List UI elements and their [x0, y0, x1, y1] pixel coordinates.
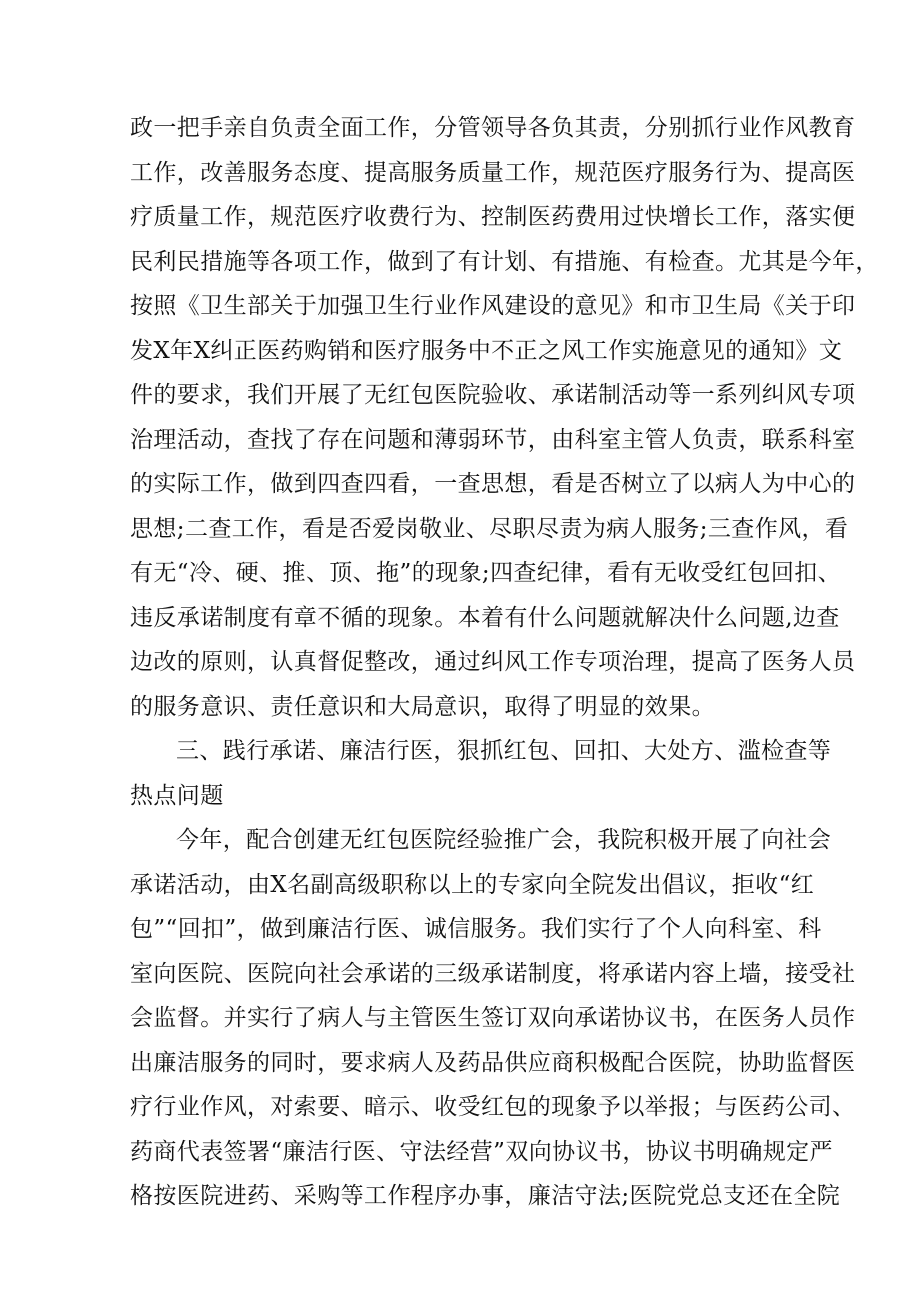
paragraph-continuation — [130, 106, 879, 729]
text-line: 会监督。并实行了病人与主管医生签订双向承诺协议书，在医务人员作 — [130, 1005, 856, 1031]
text-line: 按照《卫生部关于加强卫生行业作风建设的意见》和市卫生局《关于印 — [130, 293, 856, 319]
text-line: 室向医院、医院向社会承诺的三级承诺制度，将承诺内容上墙，接受社 — [130, 960, 856, 987]
heading-line: 热点问题 — [130, 782, 224, 809]
section-heading — [130, 729, 832, 818]
text-line: 疗行业作风，对索要、暗示、收受红包的现象予以举报；与医药公司、 — [130, 1094, 856, 1120]
text-line: 政一把手亲自负责全面工作，分管领导各负其责，分别抓行业作风教育 — [130, 115, 856, 141]
text-line: 治理活动，查找了存在问题和薄弱环节，由科室主管人负责，联系科室 — [130, 426, 856, 453]
text-line: 格按医院进药、采购等工作程序办事，廉洁守法;医院党总支还在全院 — [130, 1183, 841, 1209]
text-line: 出廉洁服务的同时，要求病人及药品供应商积极配合医院，协助监督医 — [130, 1049, 856, 1076]
paragraph-main — [130, 818, 856, 1219]
text-line: 民利民措施等各项工作，做到了有计划、有措施、有检查。尤其是今年， — [130, 248, 879, 275]
text-line: 工作，改善服务态度、提高服务质量工作，规范医疗服务行为、提高医 — [130, 159, 856, 186]
text-line: 有无“冷、硬、推、顶、拖”的现象;四查纪律，看有无收受红包回扣、 — [130, 560, 842, 586]
heading-line: 三、践行承诺、廉洁行医，狠抓红包、回扣、大处方、滥检查等 — [176, 738, 832, 764]
text-line: 承诺活动，由X名副高级职称以上的专家向全院发出倡议，拒收“红 — [130, 871, 815, 898]
text-line: 药商代表签署“廉洁行医、守法经营”双向协议书，协议书明确规定严 — [130, 1138, 833, 1165]
text-line: 思想;二查工作，看是否爱岗敬业、尽职尽责为病人服务;三查作风，看 — [130, 515, 849, 542]
document-body — [130, 106, 879, 1219]
text-line: 边改的原则，认真督促整改，通过纠风工作专项治理，提高了医务人员 — [130, 649, 856, 675]
text-line: 的实际工作，做到四查四看，一查思想，看是否树立了以病人为中心的 — [130, 471, 856, 497]
text-line: 违反承诺制度有章不循的现象。本着有什么问题就解决什么问题,边查 — [130, 604, 840, 631]
text-line: 包”“回扣”，做到廉洁行医、诚信服务。我们实行了个人向科室、科 — [130, 916, 822, 942]
text-line: 件的要求，我们开展了无红包医院验收、承诺制活动等一系列纠风专项 — [130, 382, 856, 408]
text-line: 今年，配合创建无红包医院经验推广会，我院积极开展了向社会 — [176, 827, 832, 853]
text-line: 的服务意识、责任意识和大局意识，取得了明显的效果。 — [130, 693, 715, 720]
text-line: 发X年X纠正医药购销和医疗服务中不正之风工作实施意见的通知》文 — [130, 337, 843, 364]
text-line: 疗质量工作，规范医疗收费行为、控制医药费用过快增长工作，落实便 — [130, 204, 856, 230]
